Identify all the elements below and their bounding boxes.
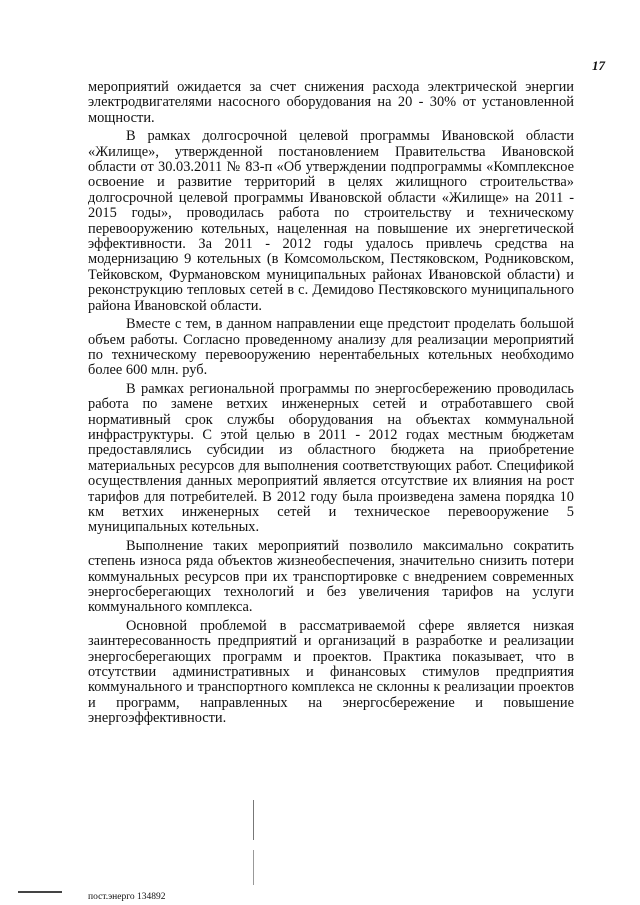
paragraph-results: Выполнение таких мероприятий позволило максимально сократить степень износа ряда объектов жизнеобеспечения, значительно снизить потери коммунальных ресурсов при их транспортировке с внедрением современных энергосберегающих технологий и без увеличения тарифов на услуги коммунального комплекса. — [88, 537, 574, 616]
paragraph-work-ahead: Вместе с тем, в данном направлении еще предстоит проделать большой объем работы. Согласно проведенному анализу для реализации мероприятий по техническому перевооружению нерентабельных котельных необходимо более 600 млн. руб. — [88, 316, 574, 379]
page-number: 17 — [592, 58, 605, 73]
footer-document-code: пост.энерго 134892 — [88, 892, 166, 902]
paragraph-continuation: мероприятий ожидается за счет снижения расхода электрической энергии электродвигателями насосного оборудования на 20 - 30% от установленной мощности. — [88, 79, 574, 126]
scan-artifact-line — [253, 850, 254, 885]
scan-artifact-mark — [18, 891, 62, 893]
paragraph-zhilishche-program: В рамках долгосрочной целевой программы Ивановской области «Жилище», утвержденной постановлением Правительства Ивановской области от 30.03.2011 № 83-п «Об утверждении подпрограммы «Комплексное освоение и развитие территорий в целях жилищного строительства» долгосрочной целевой программы Ивановской области «Жилище» на 2011 - 2015 годы», проводилась работа по строительству и техническому перевооружению котельных, нацеленная на повышение их энергетической эффективности. За 2011 - 2012 годы удалось привлечь средства на модернизацию 9 котельных (в Комсомольском, Пестяковском, Родниковском, Тейковском, Фурмановском муниципальных районах Ивановской области) и реконструкцию тепловых сетей в с. Демидово Пестяковского муниципального района Ивановской области. — [88, 128, 574, 314]
scan-artifact-line — [253, 800, 254, 840]
document-body — [88, 80, 574, 730]
paragraph-main-problem: Основной проблемой в рассматриваемой сфере является низкая заинтересованность предприятий и организаций в разработке и реализации энергосберегающих программ и проектов. Практика показывает, что в отсутствии административных и финансовых стимулов предприятия коммунального и транспортного комплекса не склонны к реализации проектов и программ, направленных на энергосбережение и повышение энергоэффективности. — [88, 617, 574, 727]
paragraph-regional-program: В рамках региональной программы по энергосбережению проводилась работа по замене ветхих инженерных сетей и отработавшего свой нормативный срок службы оборудования на объектах коммунальной инфраструктуры. С этой целью в 2011 - 2012 годах местным бюджетам предоставлялись субсидии из областного бюджета на приобретение материальных ресурсов для выполнения соответствующих работ. Спецификой осуществления данных мероприятий является отсутствие их влияния на рост тарифов для потребителей. В 2012 году была произведена замена порядка 10 км ветхих инженерных сетей и техническое перевооружение 5 муниципальных котельных. — [88, 380, 574, 536]
